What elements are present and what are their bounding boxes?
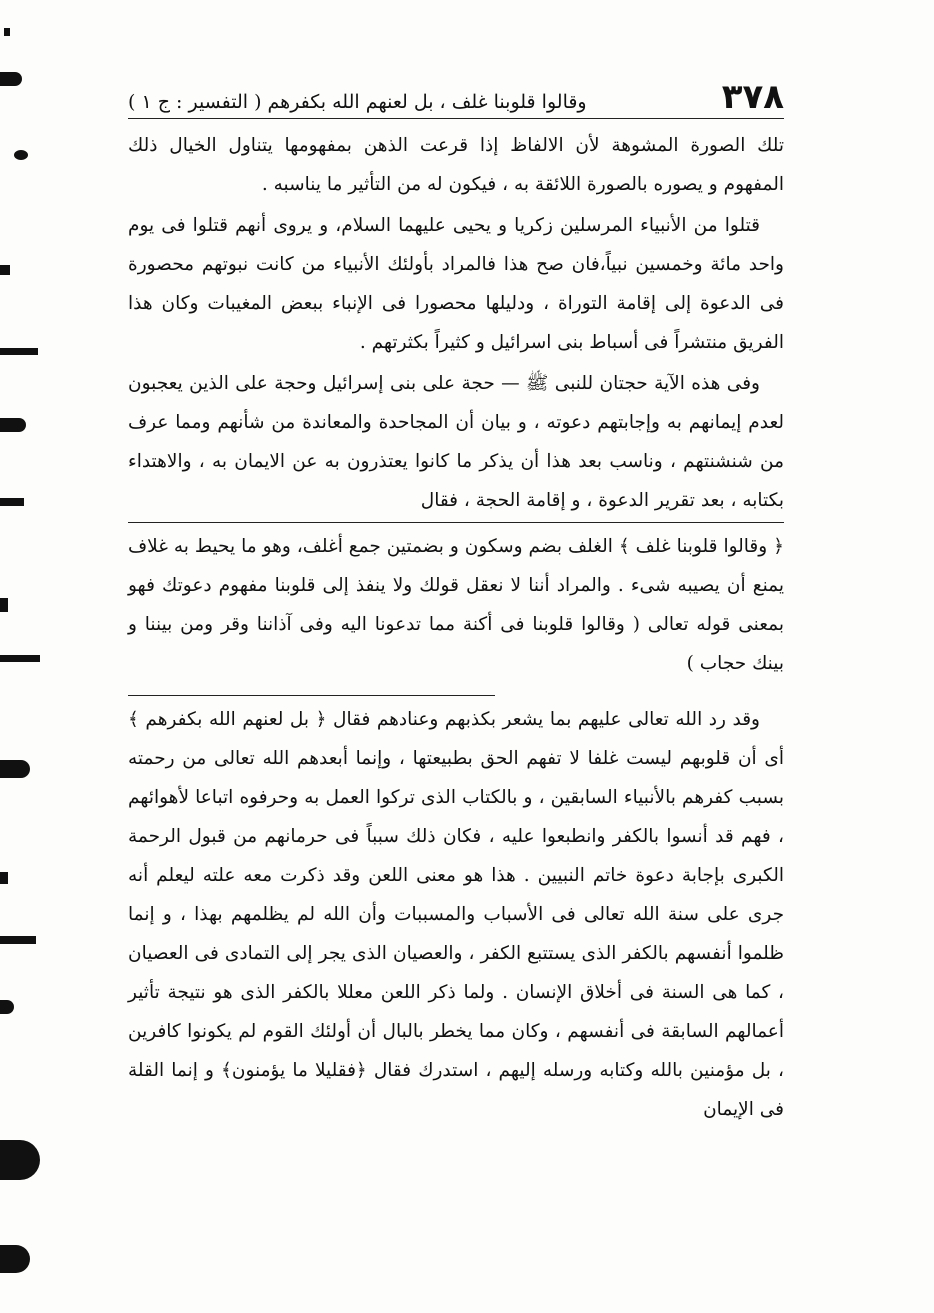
scan-artifact bbox=[0, 498, 24, 506]
scan-artifact bbox=[14, 150, 28, 160]
scan-artifact bbox=[0, 1245, 30, 1273]
scan-artifact bbox=[0, 1140, 40, 1180]
page-number: ٣٧٨ bbox=[721, 77, 784, 117]
scan-artifact bbox=[0, 265, 10, 275]
scan-artifact bbox=[0, 72, 22, 86]
section-rule bbox=[128, 522, 784, 523]
verse-gloss: ﴿ وقالوا قلوبنا غلف ﴾ الغلف بضم وسكون و بضمتين جمع أغلف، وهو ما يحيط به غلاف يمنع أن يصيبه شىء . والمراد أننا لا نعقل قولك ولا ينفذ إلى قلوبنا مفهوم دعوتك فهو بمعنى قوله تعالى ( وقالوا قلوبنا فى أكنة مما تدعونا اليه وفى آذاننا وقر ومن بيننا و بينك حجاب ) bbox=[128, 536, 784, 674]
scan-artifact bbox=[0, 936, 36, 944]
page-body bbox=[128, 126, 784, 1129]
paragraph: وفى هذه الآية حجتان للنبى ﷺ — حجة على بنى إسرائيل وحجة على الذين يعجبون لعدم إيمانهم به وإجابتهم دعوته ، و بيان أن المجاحدة والمعاندة من شأنهم ومما عرف من شنشنتهم ، وناسب بعد هذا أن يذكر ما كانوا يعتذرون به عن الايمان به ، والاهتداء بكتابه ، بعد تقرير الدعوة ، و إقامة الحجة ، فقال bbox=[128, 373, 784, 511]
commentary-paragraph: وقد رد الله تعالى عليهم بما يشعر بكذبهم وعنادهم فقال ﴿ بل لعنهم الله بكفرهم ﴾ أى أن قلوبهم ليست غلفا لا تفهم الحق بطبيعتها ، وإنما أبعدهم الله تعالى من رحمته بسبب كفرهم بالأنبياء السابقين ، و بالكتاب الذى تركوا العمل به وحرفوه اتباعا لأهوائهم ، فهم قد أنسوا بالكفر وانطبعوا عليه ، فكان ذلك سبباً فى حرمانهم من قبول الرحمة الكبرى بإجابة دعوة خاتم النبيين . هذا هو معنى اللعن وقد ذكرت معه علته ليعلم أنه جرى على سنة الله تعالى فى الأسباب والمسببات وأن الله لم يظلمهم بهذا ، و إنما ظلموا أنفسهم بالكفر الذى يستتبع الكفر ، والعصيان الذى يجر إلى التمادى فى العصيان ، كما هى السنة فى أخلاق الإنسان . ولما ذكر اللعن معللا بالكفر الذى هو نتيجة تأثير أعمالهم السابقة فى أنفسهم ، وكان مما يخطر بالبال أن أولئك القوم لم يكونوا كافرين ، بل مؤمنين بالله وكتابه ورسله إليهم ، استدرك فقال ﴿فقليلا ما يؤمنون﴾ و إنما القلة فى الإيمان bbox=[128, 709, 784, 1120]
paragraph: تلك الصورة المشوهة لأن الالفاظ إذا قرعت الذهن بمفهومها يتناول الخيال ذلك المفهوم و يصوره بالصورة اللائقة به ، فيكون له من التأثير ما يناسبه . bbox=[128, 135, 784, 195]
paragraph: قتلوا من الأنبياء المرسلين زكريا و يحيى عليهما السلام، و يروى أنهم قتلوا فى يوم واحد مائة وخمسين نبياً،فان صح هذا فالمراد بأولئك الأنبياء من كانت نبوتهم محصورة فى الدعوة إلى إقامة التوراة ، ودليلها محصورا فى الإنباء ببعض المغيبات وكان هذا الفريق منتشراً فى أسباط بنى اسرائيل و كثيراً بكثرتهم . bbox=[128, 215, 784, 353]
scan-artifact bbox=[0, 655, 40, 662]
scan-artifact bbox=[0, 760, 30, 778]
scan-artifact bbox=[0, 1000, 14, 1014]
running-title: وقالوا قلوبنا غلف ، بل لعنهم الله بكفرهم ( التفسير : ج ١ ) bbox=[128, 91, 587, 114]
page-header bbox=[128, 64, 784, 117]
scan-artifact bbox=[0, 872, 8, 884]
gloss-rule bbox=[128, 695, 495, 696]
scan-artifact bbox=[0, 418, 26, 432]
scan-artifact bbox=[0, 598, 8, 612]
scan-artifact bbox=[4, 28, 10, 36]
scan-artifact bbox=[0, 348, 38, 355]
header-rule bbox=[128, 118, 784, 119]
